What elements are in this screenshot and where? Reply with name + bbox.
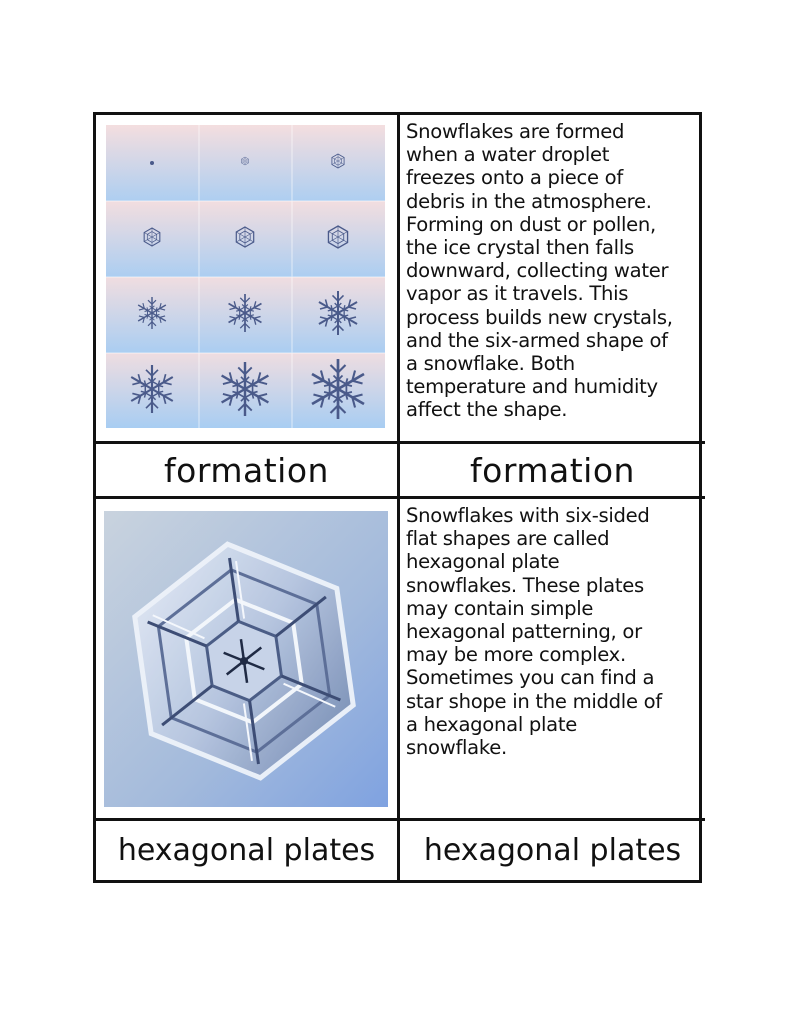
description-line: when a water droplet [406,143,610,167]
formation-label-cell-left [96,444,400,499]
formation-label-cell-right [400,444,705,499]
description-line: star shope in the middle of [406,689,662,713]
description-line: snowflakes. These plates [406,573,644,597]
hexagonal-plates-label: hexagonal plates [423,833,682,868]
description-line: process builds new crystals, [406,305,673,329]
description-line: a hexagonal plate [406,712,578,736]
formation-description [406,120,699,422]
hexagonal-plates-label-cell-left [96,821,400,880]
hexagonal-plates-label: hexagonal plates [117,833,376,868]
description-line: debris in the atmosphere. [406,189,652,213]
description-line: downward, collecting water [406,259,669,283]
nomenclature-card-grid [93,112,702,883]
formation-picture-cell [96,115,400,444]
description-line: vapor as it travels. This [406,282,629,306]
hexagonal-plate-description [406,504,699,759]
description-line: may be more complex. [406,643,626,667]
hexagonal-plate-snowflake-icon [104,511,388,807]
formation-label: formation [470,450,635,490]
description-line: freezes onto a piece of [406,166,623,190]
description-line: the ice crystal then falls [406,236,634,260]
description-line: affect the shape. [406,398,568,422]
description-line: Forming on dust or pollen, [406,212,656,236]
description-line: a snowflake. Both [406,352,575,376]
description-line: hexagonal plate [406,550,560,574]
description-line: flat shapes are called [406,527,610,551]
description-line: may contain simple [406,596,594,620]
description-line: hexagonal patterning, or [406,620,642,644]
description-line: Snowflakes with six-sided [406,504,650,527]
description-line: Sometimes you can find a [406,666,655,690]
description-line: temperature and humidity [406,375,658,399]
description-line: and the six-armed shape of [406,328,668,352]
description-line: snowflake. [406,736,507,760]
hexagonal-plate-picture-cell [96,499,400,821]
description-line: Snowflakes are formed [406,120,625,143]
formation-description-cell [400,115,705,444]
formation-label: formation [164,450,329,490]
hexagonal-plate-description-cell [400,499,705,821]
snowflake-growth-sequence-icon [106,125,385,428]
hexagonal-plates-label-cell-right [400,821,705,880]
